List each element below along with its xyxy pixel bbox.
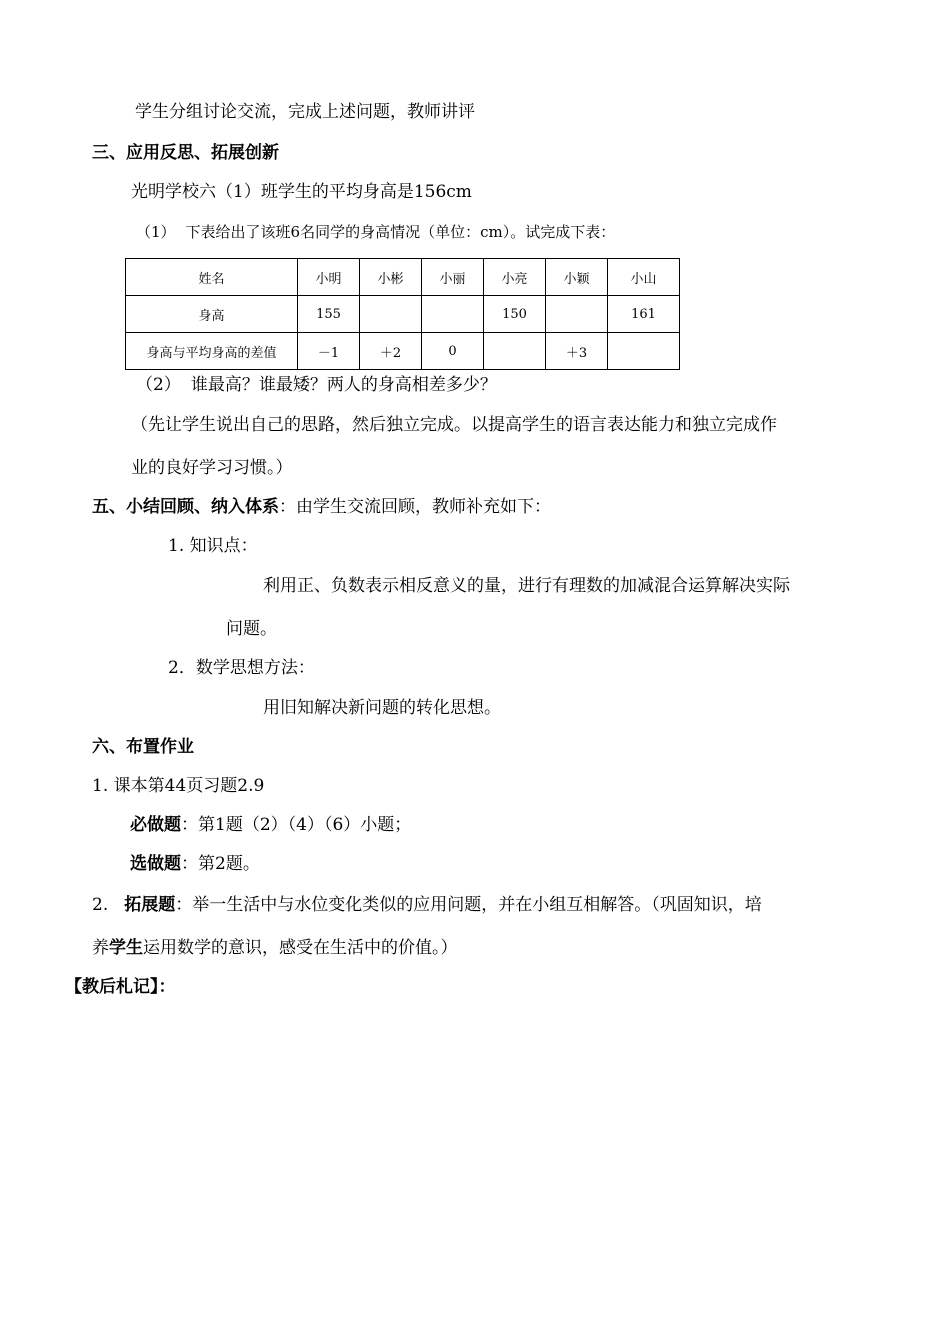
question2-number: （2） (136, 375, 181, 395)
required-label: 必做题 (130, 815, 181, 835)
table-row (126, 259, 680, 296)
table-cell: 身高 (126, 296, 298, 333)
extension-text: ：举一生活中与水位变化类似的应用问题，并在小组互相解答。（巩固知识，培 (175, 895, 762, 915)
table-cell: 小彬 (360, 259, 422, 296)
table-cell (608, 333, 680, 370)
table-cell (422, 296, 484, 333)
table-cell: 150 (484, 296, 546, 333)
section5-heading-bold: 五、小结回顾、纳入体系 (92, 497, 279, 517)
optional-problems (130, 852, 260, 876)
optional-text: ：第2题。 (181, 854, 260, 874)
note-line-1: （先让学生说出自己的思路，然后独立完成。以提高学生的语言表达能力和独立完成作 (131, 415, 777, 435)
table-cell: 小山 (608, 259, 680, 296)
table-cell: 161 (608, 296, 680, 333)
table-row (126, 296, 680, 333)
table-cell (360, 296, 422, 333)
table-cell: ＋3 (546, 333, 608, 370)
question2-text: 谁最高？谁最矮？两人的身高相差多少？ (190, 375, 497, 395)
extension-line-2 (92, 936, 458, 960)
table-cell: 小颖 (546, 259, 608, 296)
required-text: ：第1题（2）（4）（6）小题； (181, 815, 412, 835)
discussion-line: 学生分组讨论交流，完成上述问题，教师讲评 (135, 102, 475, 122)
table-cell (546, 296, 608, 333)
table-cell: 小明 (298, 259, 360, 296)
table-cell: ＋2 (360, 333, 422, 370)
section5-heading (92, 495, 551, 519)
optional-label: 选做题 (130, 854, 181, 874)
extension-line-2-post: 运用数学的意识，感受在生活中的价值。） (143, 938, 458, 958)
table-cell: 小丽 (422, 259, 484, 296)
extension-line-2-bold: 学生 (109, 938, 143, 958)
table-cell: －1 (298, 333, 360, 370)
knowledge-point-label: 1. 知识点： (168, 536, 258, 556)
extension-problem (92, 893, 762, 917)
table-cell: 0 (422, 333, 484, 370)
table-cell: 155 (298, 296, 360, 333)
thinking-method-label: 2．数学思想方法： (168, 658, 315, 678)
question1 (136, 220, 615, 244)
question1-text: 下表给出了该班6名同学的身高情况（单位：cm）。试完成下表： (185, 223, 616, 241)
section6-heading: 六、布置作业 (92, 737, 194, 757)
knowledge-point-line-2: 问题。 (226, 619, 277, 639)
homework-item-1: 1. 课本第44页习题2.9 (92, 776, 265, 796)
table-row (126, 333, 680, 370)
height-table (125, 258, 680, 370)
note-line-2: 业的良好学习习惯。） (131, 458, 293, 478)
table-cell: 姓名 (126, 259, 298, 296)
table-cell: 身高与平均身高的差值 (126, 333, 298, 370)
section3-heading: 三、应用反思、拓展创新 (92, 143, 279, 163)
question2 (136, 373, 497, 397)
extension-line-2-pre: 养 (92, 938, 109, 958)
table-cell (484, 333, 546, 370)
extension-label: 拓展题 (124, 895, 176, 915)
extension-number: 2. (92, 895, 109, 915)
section5-heading-tail: ：由学生交流回顾，教师补充如下： (279, 497, 551, 517)
table-cell: 小亮 (484, 259, 546, 296)
teaching-notes-heading: 【教后札记】： (65, 977, 176, 997)
question1-number: （1） (136, 223, 176, 241)
thinking-method-text: 用旧知解决新问题的转化思想。 (263, 698, 501, 718)
intro-line: 光明学校六（1）班学生的平均身高是156cm (131, 182, 472, 202)
knowledge-point-line-1: 利用正、负数表示相反意义的量，进行有理数的加减混合运算解决实际 (263, 576, 790, 596)
required-problems (130, 813, 411, 837)
